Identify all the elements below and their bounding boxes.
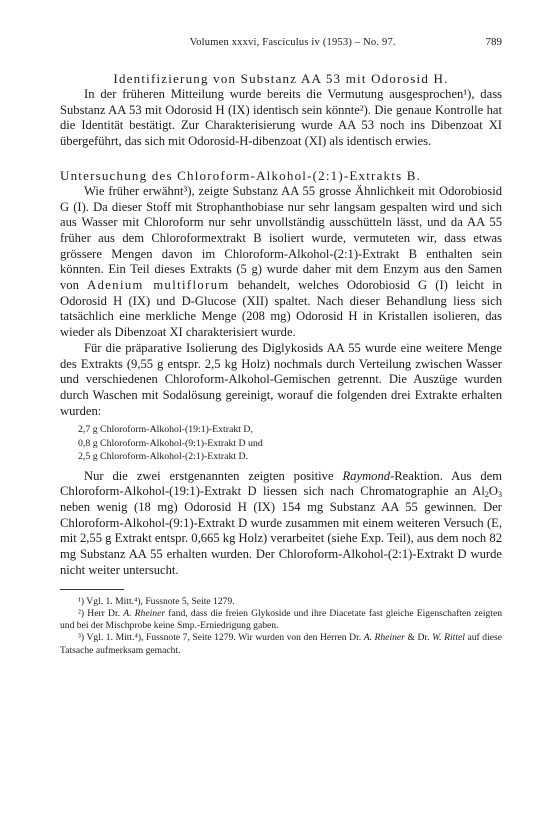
paragraph-4: Nur die zwei erstgenannten zeigten positive Raymond-Reaktion. Aus dem Chloroform-Alkohol-(19:1)-Extrakt D liessen sich nach Chromatographie an $Al_2O_3$ neben wenig (18 mg) Odorosid H (IX) 154 mg Substanz AA 55 gewinnen. Der Chloroform-Alkohol-(9:1)-Extrakt D wurde zusammen mit einem weiteren Versuch (E, mit 2,55 g Extrakt entspr. 0,665 kg Holz) verarbeitet (siehe Exp. Teil), aus dem noch 82 mg Substanz AA 55 erhalten wurden. Der Chloroform-Alkohol-(2:1)-Extrakt D wurde nicht weiter untersucht.	[60, 468, 503, 577]
running-header	[60, 36, 502, 52]
list-item: 2,7 g Chloroform-Alkohol-(19:1)-Extrakt D,	[78, 424, 253, 436]
section-heading-1: Identifizierung von Substanz AA 53 mit Odorosid H.	[113, 71, 449, 86]
species-name: Adenium multiflorum	[87, 278, 230, 293]
reaction-name: Raymond	[342, 468, 391, 483]
page-number: 789	[485, 36, 502, 48]
list-item: 2,5 g Chloroform-Alkohol-(2:1)-Extrakt D.	[78, 451, 249, 463]
footnote-divider	[60, 589, 124, 590]
footnote-1: ¹) Vgl. 1. Mitt.⁴), Fussnote 5, Seite 1279.	[78, 595, 235, 607]
document-page	[60, 36, 502, 657]
extract-list	[78, 423, 502, 463]
list-item: 0,8 g Chloroform-Alkohol-(9:1)-Extrakt D und	[78, 437, 263, 449]
footnote-3: ³) Vgl. 1. Mitt.⁴), Fussnote 7, Seite 1279. Wir wurden von den Herren Dr. A. Rheiner & Dr. W. Rittel auf diese Tatsache aufmerksam gemacht.	[60, 632, 503, 656]
paragraph-1: In der früheren Mitteilung wurde bereits die Vermutung ausgesprochen¹), dass Substanz AA 53 mit Odorosid H (IX) identisch sein könnte²). Die genaue Kontrolle hat die Identität bestätigt. Zur Charakterisierung wurde AA 53 noch ins Dibenzoat XI übergeführt, das sich mit Odorosid-H-dibenzoat (XI) als identisch erwies.	[60, 87, 502, 149]
footnote-2: ²) Herr Dr. A. Rheiner fand, dass die freien Glykoside und ihre Diacetate fast gleiche Eigenschaften zeigten und bei der Mischprobe keine Smp.-Erniedrigung gaben.	[60, 607, 502, 632]
journal-title: Volumen xxxvi, Fasciculus iv (1953) – No. 97.	[189, 37, 396, 48]
paragraph-3: Für die präparative Isolierung des Diglykosids AA 55 wurde eine weitere Menge des Extrakts (9,55 g entspr. 2,5 kg Holz) nochmals durch Verteilung zwischen Wasser und verschiedenen Chloroform-Alkohol-Gemischen getrennt. Die Auszüge wurden durch Waschen mit Sodalösung gereinigt, worauf die folgenden drei Extrakte erhalten wurden:	[60, 340, 502, 418]
section-heading-2: Untersuchung des Chloroform-Alkohol-(2:1)-Extrakts B.	[60, 167, 422, 183]
paragraph-2: Wie früher erwähnt³), zeigte Substanz AA 55 grosse Ähnlichkeit mit Odorobiosid G (I). Da dieser Stoff mit Strophanthobiase nur sehr langsam gespalten wird und sich aus Wasser mit Chloroform nur sehr unvollständig ausschütteln lässt, und da AA 55 früher aus dem Chloroformextrakt B isoliert wurde, vermuteten wir, dass etwas grössere Mengen davon im Chloroform-Alkohol-(2:1)-Extrakt B enthalten sein könnten. Ein Teil dieses Extrakts (5 g) wurde daher mit dem Enzym aus den Samen von Adenium multiflorum behandelt, welches Odorobiosid G (I) leicht in Odorosid H (IX) und D-Glucose (XII) spaltet. Nach dieser Behandlung liess sich tatsächlich eine merkliche Menge (208 mg) Odorosid H in Kristallen isolieren, das wieder als Dibenzoat XI charakterisiert wurde.	[60, 183, 502, 340]
